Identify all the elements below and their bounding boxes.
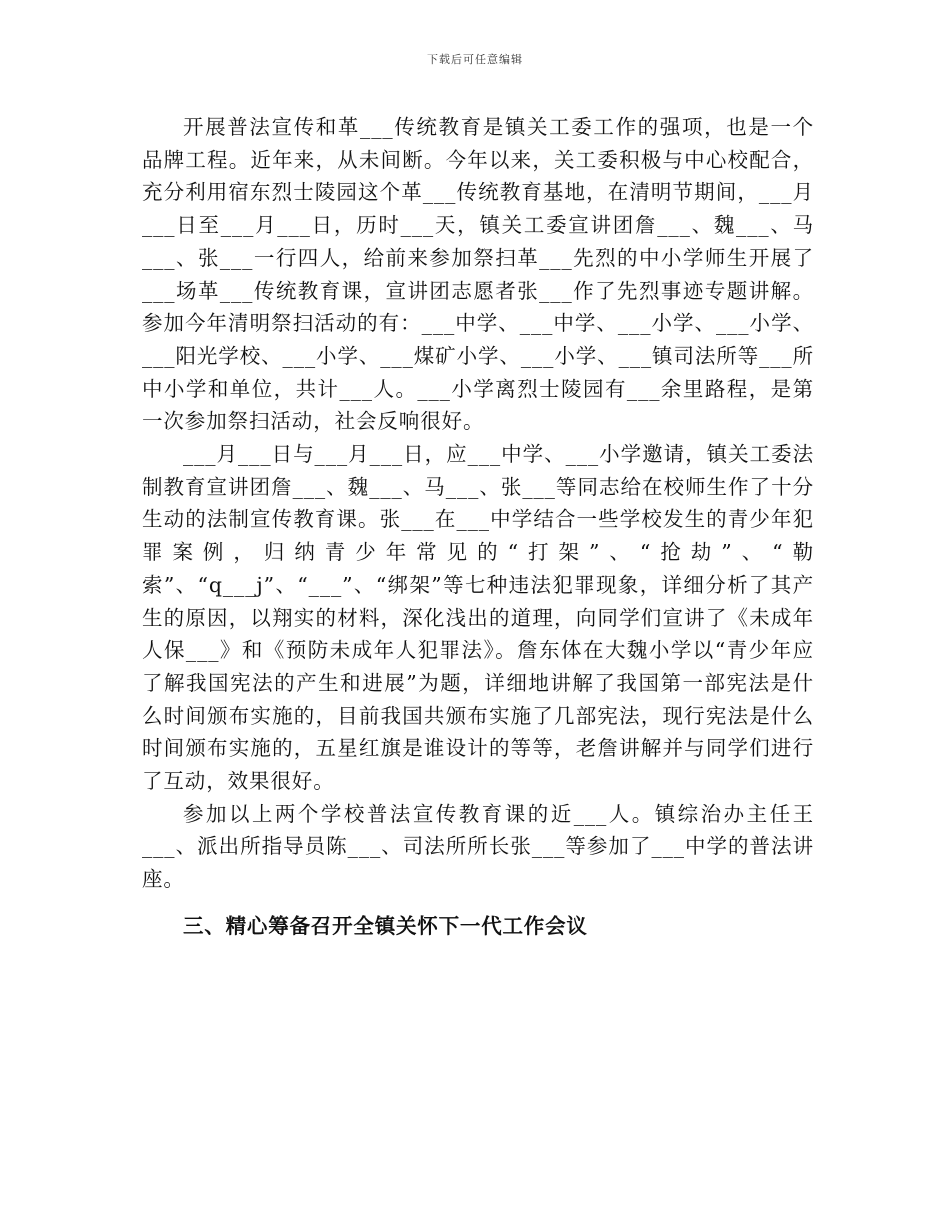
paragraph-legal-lectures: ___月___日与___月___日，应___中学、___小学邀请，镇关工委法制教育宣讲团詹___、魏___、马___、张___等同志给在校师生作了十分生动的法制宣传教育课。张___在___中学结合一些学校发生的青少年犯罪案例，归纳青少年常见的“打架”、“抢劫”、“勒索”、“q___j”、“___”、“绑架”等七种违法犯罪现象，详细分析了其产生的原因，以翔实的材料，深化浅出的道理，向同学们宣讲了《未成年人保___》和《预防未成年人犯罪法》。詹东体在大魏小学以“青少年应了解我国宪法的产生和进展”为题，详细地讲解了我国第一部宪法是什么时间颁布实施的，目前我国共颁布实施了几部宪法，现行宪法是什么时间颁布实施的，五星红旗是谁设计的等等，老詹讲解并与同学们进行了互动，效果很好。 [142, 442, 814, 794]
paragraph-attendance: 参加以上两个学校普法宣传教育课的近___人。镇综治办主任王___、派出所指导员陈___、司法所所长张___等参加了___中学的普法讲座。 [142, 801, 814, 892]
section-heading: 三、精心筹备召开全镇关怀下一代工作会议 [183, 913, 588, 938]
paragraph-publicity-education: 开展普法宣传和革___传统教育是镇关工委工作的强项，也是一个品牌工程。近年来，从未间断。今年以来，关工委积极与中心校配合，充分利用宿东烈士陵园这个革___传统教育基地，在清明节期间，___月___日至___月___日，历时___天，镇关工委宣讲团詹___、魏___、马___、张___一行四人，给前来参加祭扫革___先烈的中小学师生开展了___场革___传统教育课，宣讲团志愿者张___作了先烈事迹专题讲解。参加今年清明祭扫活动的有：___中学、___中学、___小学、___小学、___阳光学校、___小学、___煤矿小学、___小学、___镇司法所等___所中小学和单位，共计___人。___小学离烈士陵园有___余里路程，是第一次参加祭扫活动，社会反响很好。 [142, 115, 814, 434]
document-body [142, 111, 814, 943]
page-header: 下载后可任意编辑 [427, 53, 523, 66]
